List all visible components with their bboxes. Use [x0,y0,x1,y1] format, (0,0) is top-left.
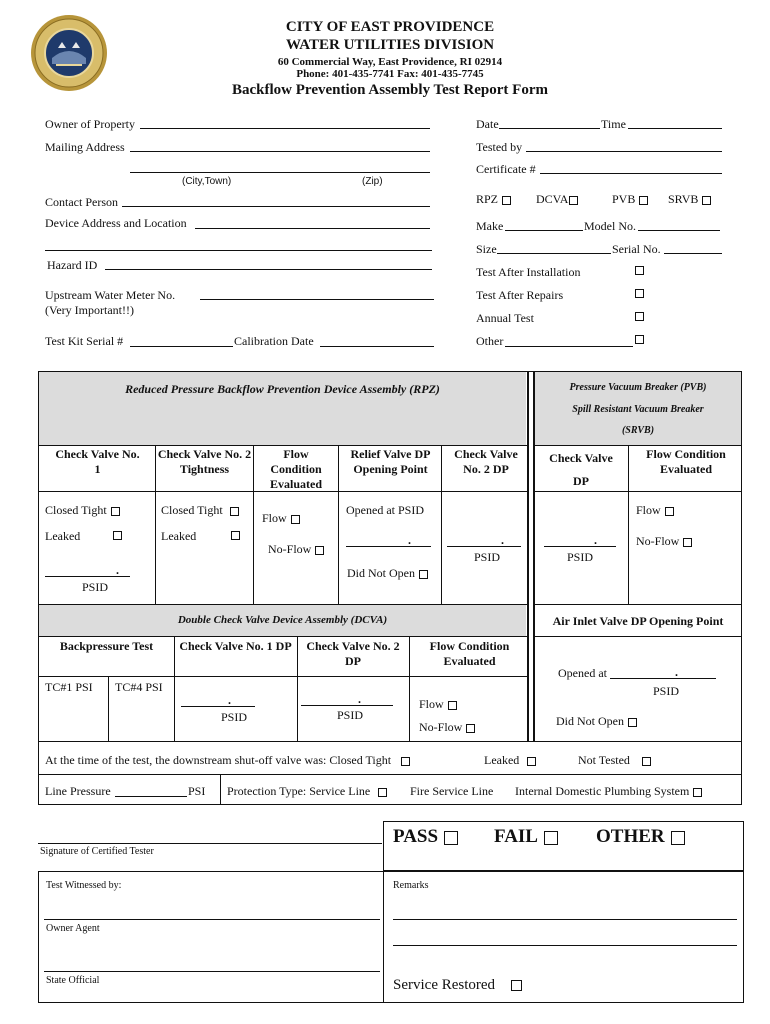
annual-label: Annual Test [476,311,534,325]
other-label: Other [476,334,504,348]
time-field[interactable] [628,128,722,129]
checkbox-icon[interactable] [665,507,674,516]
city-name: CITY OF EAST PROVIDENCE [285,19,495,35]
pvb-checkbox-icon[interactable] [639,196,648,205]
after-repairs-checkbox-icon[interactable] [635,289,644,298]
certified-signature-line[interactable] [38,843,382,844]
dcva-col-backpressure: Backpressure Test [59,639,154,653]
other-field[interactable] [505,346,633,347]
rpz-cv2dp-field[interactable] [447,546,521,547]
dcva-col-cv2-dp: Check Valve No. 2 DP [306,639,400,668]
certificate-label: Certificate # [476,162,536,176]
pvb-cvdp-psid: PSID [567,550,594,564]
rpz-cv1-closed-tight[interactable]: Closed Tight [45,503,120,518]
dcva-cv1-field[interactable] [181,706,255,707]
pvb-title-2: Spill Resistant Vacuum Breaker [572,404,704,415]
other-result-checkbox-icon[interactable] [671,831,685,845]
size-field[interactable] [497,253,611,254]
remarks-line-2[interactable] [393,945,737,946]
owner-label: Owner of Property [45,117,135,131]
rpz-col-flow-condition: Flow Condition Evaluated [269,447,322,491]
city-zip-field[interactable] [130,172,430,173]
internal-checkbox-icon[interactable] [693,788,702,797]
rpz-cv1-psid: PSID [82,580,109,594]
date-label: Date [476,117,499,131]
witnessed-label: Test Witnessed by: [46,880,122,891]
device-address-field[interactable] [195,228,430,229]
city-town-label: (City,Town) [182,176,232,187]
rpz-cv1-leaked-checkbox-icon[interactable] [113,531,122,540]
pvb-flow[interactable]: Flow [636,503,674,518]
device-address-label: Device Address and Location [45,216,187,230]
rpz-checkbox-icon[interactable] [502,196,511,205]
fail-option[interactable]: FAIL [494,826,558,848]
air-inlet-dot: . [675,665,678,679]
protection-service-line[interactable]: Protection Type: Service Line [227,784,387,799]
dcva-no-flow[interactable]: No-Flow [419,720,475,735]
state-official-line[interactable] [44,971,380,972]
pvb-cvdp-field[interactable] [544,546,616,547]
rpz-cv2-leaked-checkbox-icon[interactable] [231,531,240,540]
hazard-field[interactable] [105,269,432,270]
after-install-checkbox-icon[interactable] [635,266,644,275]
upstream-label: Upstream Water Meter No. [45,288,176,302]
after-repairs-label: Test After Repairs [476,288,564,302]
make-label: Make [476,219,504,233]
other-option[interactable]: OTHER [596,826,685,848]
dcva-cv2-dot: . [358,692,361,706]
test-kit-label: Test Kit Serial # [45,334,124,348]
state-official-label: State Official [46,975,100,986]
rpz-col-relief-valve: Relief Valve DP Opening Point [350,447,431,476]
very-important-label: (Very Important!!) [45,303,134,317]
serial-field[interactable] [664,253,722,254]
leaked-checkbox-icon[interactable] [527,757,536,766]
serial-label: Serial No. [612,242,661,256]
rpz-cv2-leaked[interactable]: Leaked [161,529,197,543]
air-inlet-title: Air Inlet Valve DP Opening Point [552,614,724,628]
line-pressure-field[interactable] [115,796,187,797]
tested-by-label: Tested by [476,140,523,154]
date-field[interactable] [499,128,600,129]
pvb-cvdp-dot: . [594,533,597,547]
rpz-no-flow[interactable]: No-Flow [268,542,324,557]
city-seal [30,14,108,92]
checkbox-icon[interactable] [291,515,300,524]
checkbox-icon[interactable] [628,718,637,727]
shutoff-leaked[interactable]: Leaked [484,753,536,768]
dcva-cv1-dot: . [228,693,231,707]
service-restored[interactable]: Service Restored [393,977,522,994]
upstream-field[interactable] [200,299,434,300]
psi-label: PSI [188,784,206,798]
dcva-cv2-psid: PSID [337,708,364,722]
calibration-field[interactable] [320,346,434,347]
tested-by-field[interactable] [526,151,722,152]
checkbox-icon[interactable] [466,724,475,733]
witness-box [38,871,744,1003]
make-field[interactable] [505,230,583,231]
header-phone: Phone: 401-435-7741 Fax: 401-435-7745 [296,68,484,80]
calibration-label: Calibration Date [234,334,314,348]
not-tested-checkbox-icon[interactable] [642,757,651,766]
certified-label: Signature of Certified Tester [40,846,154,857]
closed-tight-checkbox-icon[interactable] [401,757,410,766]
pvb-col-flow-condition: Flow Condition Evaluated [646,447,726,476]
hazard-label: Hazard ID [47,258,98,272]
mailing-field[interactable] [130,151,430,152]
owner-agent-line[interactable] [44,919,380,920]
contact-label: Contact Person [45,195,118,209]
rpz-opened-at-psid: Opened at PSID [346,503,424,517]
dcva-tc4: TC#4 PSI [115,680,163,694]
remarks-line-1[interactable] [393,919,737,920]
rpz-relief-field[interactable] [346,546,431,547]
protection-internal[interactable]: Internal Domestic Plumbing System [515,784,702,799]
rpz-cv1-leaked[interactable]: Leaked [45,529,81,543]
srvb-checkbox-icon[interactable] [702,196,711,205]
srvb-option[interactable]: SRVB [668,192,711,207]
air-inlet-did-not-open[interactable]: Did Not Open [556,714,637,729]
rpz-option[interactable]: RPZ [476,192,511,207]
dcva-col-flow-condition: Flow Condition Evaluated [429,639,510,668]
dcva-cv2-field[interactable] [301,705,393,706]
rpz-did-not-open[interactable]: Did Not Open [347,566,428,581]
protection-fire[interactable]: Fire Service Line [410,784,494,798]
rpz-cv2-closed-tight[interactable]: Closed Tight [161,503,239,518]
pvb-title-3: (SRVB) [621,425,655,436]
certificate-field[interactable] [540,173,722,174]
rpz-cv2dp-dot: . [501,533,504,547]
form-title: Backflow Prevention Assembly Test Report Form [232,82,548,98]
pvb-no-flow[interactable]: No-Flow [636,534,692,549]
rpz-cv1-dot: . [116,563,119,577]
pvb-col-check-valve-dp: Check Valve DP [549,451,613,488]
dcva-tc1: TC#1 PSI [45,680,93,694]
rpz-col-check-valve-2-tightness: Check Valve No. 2 Tightness [157,447,252,476]
checkbox-icon[interactable] [683,538,692,547]
rpz-col-check-valve-2-dp: Check Valve No. 2 DP [454,447,518,476]
contact-field[interactable] [122,206,430,207]
pass-checkbox-icon[interactable] [444,831,458,845]
size-label: Size [476,242,497,256]
dcva-cv1-psid: PSID [221,710,248,724]
rpz-cv2dp-psid: PSID [474,550,501,564]
other-checkbox-icon[interactable] [635,335,644,344]
time-label: Time [601,117,626,131]
pass-option[interactable]: PASS [393,826,458,848]
dcva-col-cv1-dp: Check Valve No. 1 DP [179,639,292,653]
annual-checkbox-icon[interactable] [635,312,644,321]
rpz-title: Reduced Pressure Backflow Prevention Device Assembly (RPZ) [125,382,440,396]
division-name: WATER UTILITIES DIVISION [285,37,495,53]
fail-checkbox-icon[interactable] [544,831,558,845]
air-inlet-opened-at: Opened at [558,666,607,680]
test-kit-field[interactable] [130,346,233,347]
after-install-label: Test After Installation [476,265,581,279]
pvb-title-1: Pressure Vacuum Breaker (PVB) [569,382,707,393]
rpz-col-check-valve-1: Check Valve No. 1 [55,447,140,476]
zip-label: (Zip) [362,176,383,187]
model-field[interactable] [638,230,720,231]
checkbox-icon[interactable] [448,701,457,710]
service-line-checkbox-icon[interactable] [378,788,387,797]
pvb-option[interactable]: PVB [612,192,648,207]
checkbox-icon[interactable] [419,570,428,579]
checkbox-icon[interactable] [111,507,120,516]
header-address: 60 Commercial Way, East Providence, RI 02914 [277,56,503,68]
shutoff-text[interactable]: At the time of the test, the downstream shut-off valve was: Closed Tight [45,753,410,768]
line-pressure-label: Line Pressure [45,784,111,798]
checkbox-icon[interactable] [315,546,324,555]
dcva-option[interactable]: DCVA [536,192,578,207]
air-inlet-field[interactable] [610,678,716,679]
dcva-title: Double Check Valve Device Assembly (DCVA) [177,614,388,626]
mailing-label: Mailing Address [45,140,125,154]
shutoff-not-tested[interactable]: Not Tested [578,753,651,768]
rpz-flow[interactable]: Flow [262,511,300,526]
model-label: Model No. [584,219,636,233]
remarks-label: Remarks [393,880,429,891]
owner-field[interactable] [140,128,430,129]
rpz-relief-dot: . [408,533,411,547]
checkbox-icon[interactable] [230,507,239,516]
dcva-checkbox-icon[interactable] [569,196,578,205]
service-restored-checkbox-icon[interactable] [511,980,522,991]
device-address-field-2[interactable] [45,250,432,251]
air-inlet-psid: PSID [653,684,680,698]
owner-agent-label: Owner Agent [46,923,100,934]
dcva-flow[interactable]: Flow [419,697,457,712]
